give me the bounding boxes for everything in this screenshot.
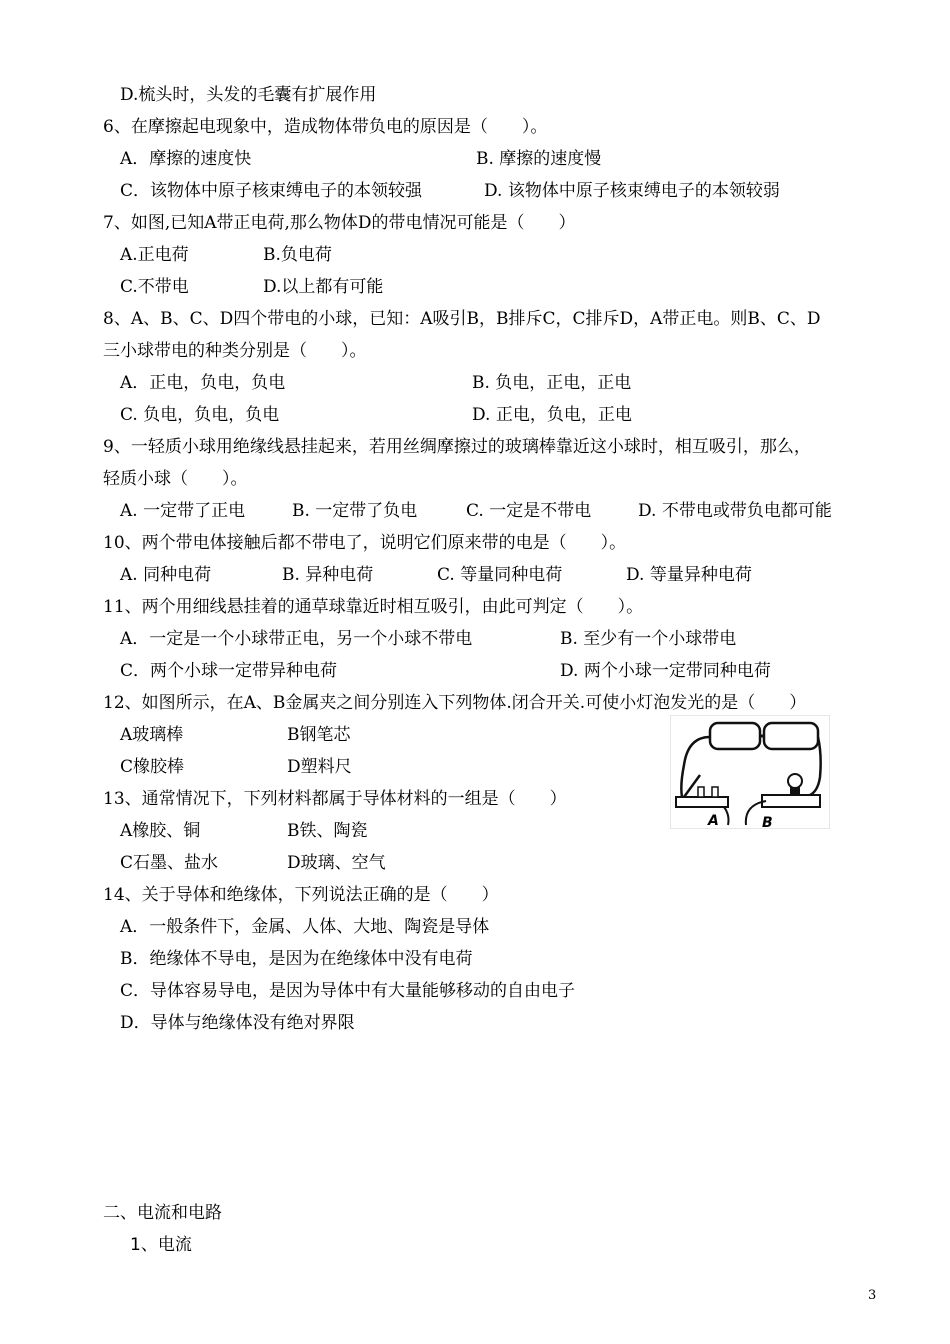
q8-stem-line1: 8、A、B、C、D四个带电的小球，已知：A吸引B，B排斥C，C排斥D，A带正电。则B、C、D [103,309,821,329]
q7-stem: 7、如图,已知A带正电荷,那么物体D的带电情况可能是（ ） [103,213,576,233]
q8-stem-line2: 三小球带电的种类分别是（ ）。 [103,341,367,361]
q7-option-a: A.正电荷 [120,245,189,265]
q12-option-d: D塑料尺 [287,757,352,777]
q14-option-a: A．一般条件下，金属、人体、大地、陶瓷是导体 [120,917,490,937]
q12-stem: 12、如图所示，在A、B金属夹之间分别连入下列物体.闭合开关.可使小灯泡发光的是（ ） [103,693,807,713]
q14-option-d: D．导体与绝缘体没有绝对界限 [120,1013,355,1033]
q10-option-d: D. 等量异种电荷 [626,565,752,585]
clip-label-a: A [708,813,719,829]
q14-option-c: C．导体容易导电，是因为导体中有大量能够移动的自由电子 [120,981,576,1001]
q9-option-b: B. 一定带了负电 [292,501,418,521]
q10-option-a: A. 同种电荷 [120,565,212,585]
q12-option-a: A玻璃棒 [120,725,184,745]
q9-stem-line2: 轻质小球（ ）。 [103,469,248,489]
subsection-heading: 1、电流 [130,1235,192,1255]
q6-option-c: C．该物体中原子核束缚电子的本领较强 [120,181,423,201]
q10-option-c: C. 等量同种电荷 [437,565,563,585]
q5-option-d: D.梳头时，头发的毛囊有扩展作用 [120,85,377,105]
q10-option-b: B. 异种电荷 [282,565,374,585]
q8-option-a: A．正电，负电，负电 [120,373,286,393]
q7-option-d: D.以上都有可能 [263,277,384,297]
q13-option-a: A橡胶、铜 [120,821,201,841]
q13-stem: 13、通常情况下，下列材料都属于导体材料的一组是（ ） [103,789,567,809]
q11-option-b: B. 至少有一个小球带电 [560,629,737,649]
q14-stem: 14、关于导体和绝缘体，下列说法正确的是（ ） [103,885,499,905]
q7-option-c: C.不带电 [120,277,189,297]
section-heading: 二、电流和电路 [103,1203,222,1223]
clip-label-b: B [762,815,773,829]
q14-option-b: B．绝缘体不导电，是因为在绝缘体中没有电荷 [120,949,473,969]
q7-option-b: B.负电荷 [263,245,332,265]
q8-option-b: B. 负电，正电，正电 [472,373,632,393]
q8-option-d: D. 正电，负电，正电 [472,405,632,425]
circuit-figure [670,715,830,829]
page-number: 3 [868,1288,877,1303]
q13-option-d: D玻璃、空气 [287,853,386,873]
q9-option-a: A. 一定带了正电 [120,501,246,521]
q11-option-a: A．一定是一个小球带正电，另一个小球不带电 [120,629,473,649]
q11-option-d: D. 两个小球一定带同种电荷 [560,661,771,681]
q6-stem: 6、在摩擦起电现象中，造成物体带负电的原因是（ ）。 [103,117,548,137]
q10-stem: 10、两个带电体接触后都不带电了，说明它们原来带的电是（ ）。 [103,533,627,553]
q11-option-c: C．两个小球一定带异种电荷 [120,661,338,681]
q12-option-b: B钢笔芯 [287,725,351,745]
q11-stem: 11、两个用细线悬挂着的通草球靠近时相互吸引，由此可判定（ ）。 [103,597,644,617]
q13-option-b: B铁、陶瓷 [287,821,368,841]
q9-option-c: C. 一定是不带电 [466,501,592,521]
q12-option-c: C橡胶棒 [120,757,185,777]
q6-option-d: D. 该物体中原子核束缚电子的本领较弱 [484,181,780,201]
q6-option-a: A．摩擦的速度快 [120,149,252,169]
q8-option-c: C. 负电，负电，负电 [120,405,280,425]
q13-option-c: C石墨、盐水 [120,853,219,873]
q9-stem-line1: 9、一轻质小球用绝缘线悬挂起来，若用丝绸摩擦过的玻璃棒靠近这小球时，相互吸引，那么， [103,437,811,457]
q9-option-d: D. 不带电或带负电都可能 [638,501,832,521]
q6-option-b: B. 摩擦的速度慢 [476,149,602,169]
